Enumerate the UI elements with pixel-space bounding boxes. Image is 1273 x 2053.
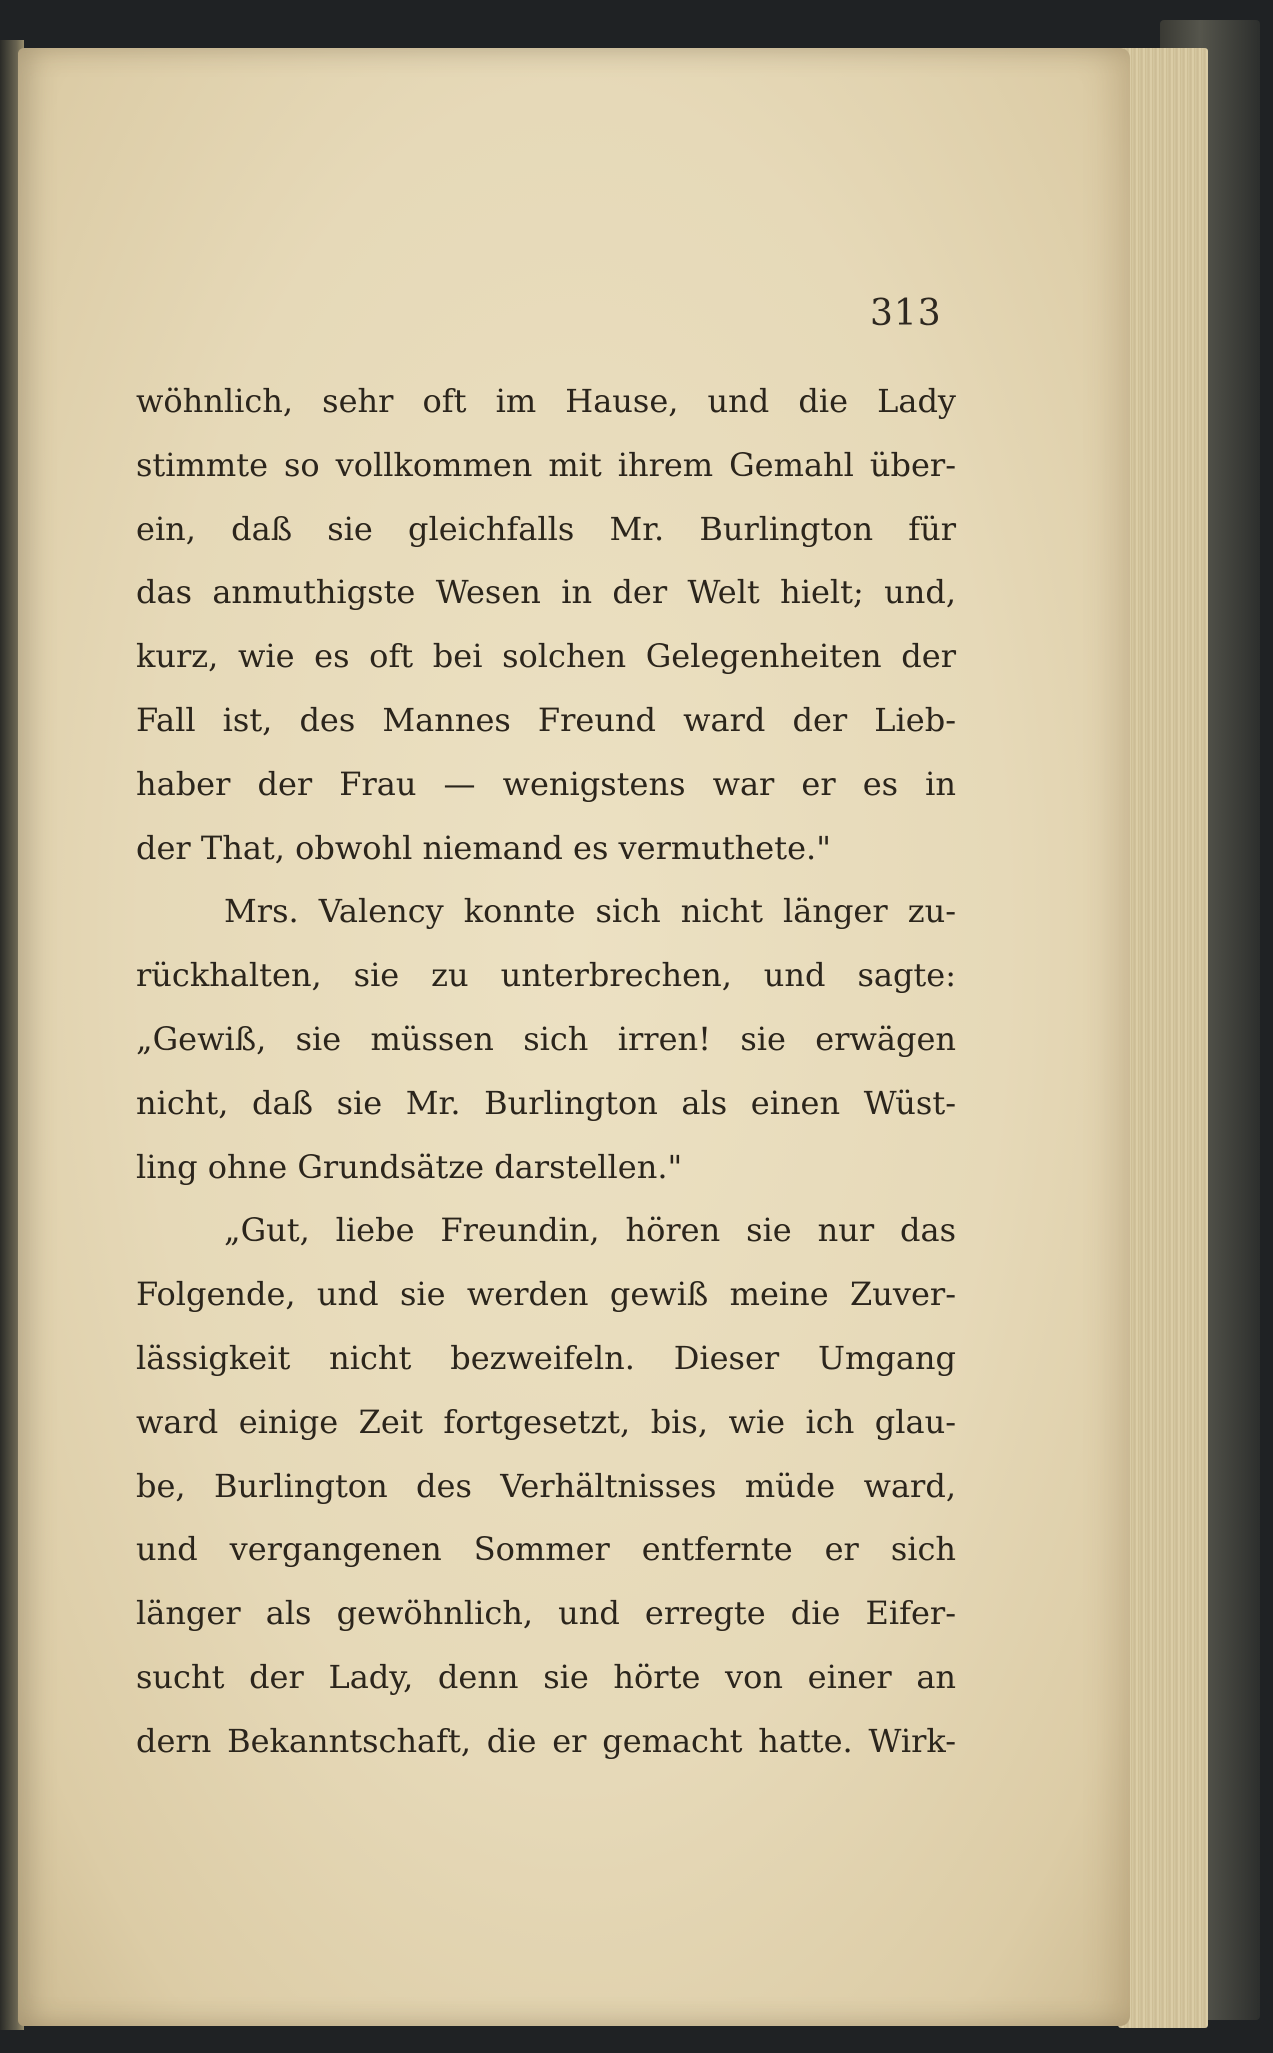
- text-line: „Gewiß, sie müssen sich irren! sie erwägen: [136, 1019, 956, 1058]
- text-line: ein, daß sie gleichfalls Mr. Burlington für: [136, 509, 956, 548]
- paragraph-start-line: Mrs. Valency konnte sich nicht länger zu-: [224, 892, 956, 931]
- text-line: dern Bekanntschaft, die er gemacht hatte. Wirk-: [136, 1721, 956, 1760]
- text-line: be, Burlington des Verhältnisses müde ward,: [136, 1466, 956, 1505]
- text-line: sucht der Lady, denn sie hörte von einer an: [136, 1657, 956, 1696]
- text-line: Folgende, und sie werden gewiß meine Zuver-: [136, 1275, 956, 1314]
- text-line: nicht, daß sie Mr. Burlington als einen Wüst-: [136, 1083, 956, 1122]
- page-edges: [1118, 48, 1208, 2028]
- text-line: lässigkeit nicht bezweifeln. Dieser Umgang: [136, 1338, 956, 1377]
- text-line: ling ohne Grundsätze darstellen.": [136, 1147, 683, 1186]
- text-line: wöhnlich, sehr oft im Hause, und die Lady: [136, 382, 956, 420]
- book-page: [18, 48, 1130, 2026]
- text-line: haber der Frau — wenigstens war er es in: [136, 764, 956, 803]
- text-line: kurz, wie es oft bei solchen Gelegenheiten der: [136, 637, 956, 676]
- text-line: länger als gewöhnlich, und erregte die Eifer-: [136, 1594, 956, 1633]
- text-line: stimmte so vollkommen mit ihrem Gemahl über-: [136, 445, 956, 484]
- page-number: 313: [870, 293, 942, 334]
- text-line: und vergangenen Sommer entfernte er sich: [136, 1530, 956, 1569]
- text-line: der That, obwohl niemand es vermuthete.": [136, 828, 831, 867]
- text-line: ward einige Zeit fortgesetzt, bis, wie ich glau-: [136, 1402, 956, 1441]
- text-line: Fall ist, des Mannes Freund ward der Lieb-: [136, 700, 956, 739]
- text-line: das anmuthigste Wesen in der Welt hielt; und,: [136, 573, 956, 612]
- body-text: [136, 370, 956, 1774]
- text-line: rückhalten, sie zu unterbrechen, und sagte:: [136, 956, 956, 995]
- paragraph-start-line: „Gut, liebe Freundin, hören sie nur das: [224, 1211, 956, 1250]
